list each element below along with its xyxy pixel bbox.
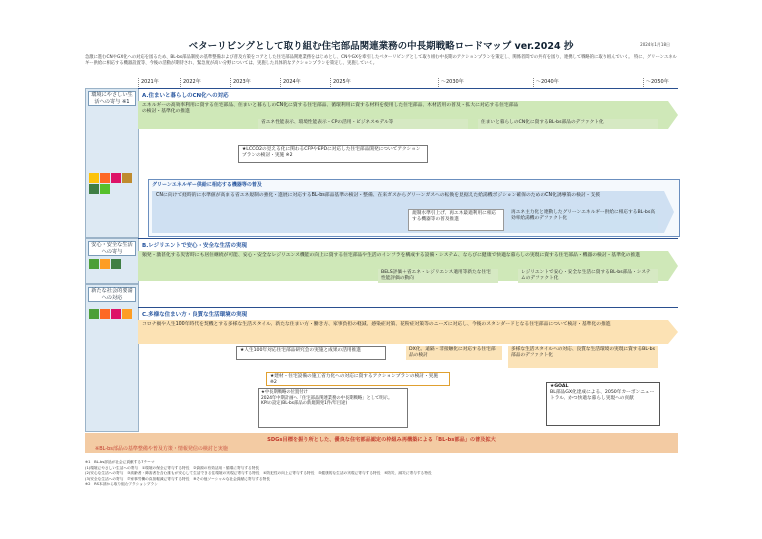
item-box: 再エネ主力化と連動したグリーンエネルギー供給に相応するBL-bs高効率給湯機のデファクト化 (508, 209, 658, 231)
bottom-line-1: SDGs目標を振り所とした、優良な住宅部品認定の枠組み再構築による「BL-bs部品」の普及拡大 (267, 437, 496, 443)
footnote: (2)安心な生活への寄与 ③高齢者・障害者を含む誰もが安心して生活できる住環境の実現に寄与する特長 ④防犯性の向上に寄与する特長 ⑤健康的な生活の実現に寄与する特長 ⑥防災、減災に寄与する特長 (85, 471, 432, 475)
star-box: ★LCCO2の見える化に関わるCFPやEPDに対応した住宅部品開発についてアクションプランの検討・実施 ※2 (238, 145, 428, 163)
item-box: 住まいと暮らしのCN化に資するBL-bs部品のデファクト化 (478, 119, 658, 129)
sdg-icons (89, 173, 135, 194)
sdg-icon (100, 309, 110, 319)
footnote: ※1 BL-bs部品が社会に貢献する7テーマ (85, 460, 155, 464)
arrow-text: CNに向けて経時的に水準値が高まる省エネ規制の強化・進展に対応するBL-bs部品基準の検討・整備、在来ガスからグリーンガスへの転換を見据えた給湯機ポジション確保のためのCN化誘導策の検討・支援 (156, 193, 601, 198)
intro-text: 急激に進むCNやGX化への対応を図るため、BL-bs部品制度の基準整備および普及方策をコアとした住宅部品関連業務をはじめとし、CNやGXを牽引したベターリビングとして取り組む中長期のアクションプランを策定し、関係者間での共有を図り、連携して戦略的に取り組んでいく。 特に、グリーンエネルギー供給に相応する機器設置等、今後の活動が期待され、緊急度が高い分野については、実施した具体的なアクションプランを策定し、実施していく。 (85, 55, 677, 66)
category-label: 新たな社会的要請への対応 (88, 287, 136, 302)
sdg-icon (100, 259, 110, 269)
section-c (138, 307, 678, 432)
left-category-a (85, 88, 139, 238)
sdg-icon (89, 309, 99, 319)
category-label: 安心・安全な生活への寄与 (88, 241, 136, 256)
sdg-icons (89, 309, 135, 319)
year-label: 2025年 (330, 78, 377, 87)
sdg-icon (100, 184, 110, 194)
document-date: 2024年1月18日 (640, 42, 670, 47)
sdg-icon (89, 184, 99, 194)
sdg-icon (122, 309, 132, 319)
goal-box (546, 382, 660, 426)
item-box: 規制水準引上げ、再エネ最適利用に相応する機器等の普及推進 (408, 209, 504, 231)
note-line: 2024年中期計画へ「住宅部品関連業務の中長期戦略」として明示。 (261, 395, 393, 401)
footnote: (1)環境にやさしい生活への寄与 ①環境の保全に寄与する特長 ②資源の有効活用・循環に寄与する特長 (85, 465, 260, 470)
footnote: (3)安全な生活への寄与 ⑦家事労働の負担軽減に寄与する特長 ⑧その他ソーシャルな社会貢献に寄与する特長 (85, 476, 270, 481)
section-heading: B.レジリエントで安心・安全な生活の実現 (142, 243, 248, 249)
year-label: ～2050年 (643, 78, 680, 87)
section-b (138, 238, 678, 283)
item-box: レジリエントで安心・安全な生活に資するBL-bs部品・システムのデファクト化 (518, 269, 658, 283)
sdg-icon (111, 309, 121, 319)
section-a (138, 88, 678, 237)
note-line: KPIの設定(BL-bs部品の新規開発1件/年目途) (261, 401, 348, 407)
item-box: DX化、遠隔・非接触化に対応する住宅部品の検討 (406, 346, 502, 360)
footnotes (85, 460, 685, 488)
sdg-icon (89, 173, 99, 183)
sdg-icon (89, 259, 99, 269)
item-box: 多様な生活スタイルへの対応、良質な生活環境の実現に資するBL-bs部品のデファクト化 (508, 346, 658, 368)
star-box: ★人生100年対応住宅部品研究会の実施と成果の活用推進 (236, 346, 386, 360)
sdg-icon (100, 173, 110, 183)
item-box: BELS評価＋省エネ・レジリエンス適用等新たな住宅性能評価の動向 (378, 269, 498, 283)
item-box: 省エネ性能表示、環境性能表示・CPの活用・ビジネスモデル等 (258, 119, 468, 129)
goal-text: BL部品GX化達成による、2050年カーボンニュートラル、かつ快適な暮らし実現への貢献 (550, 390, 655, 401)
year-label: ～2030年 (438, 78, 485, 87)
year-label: 2024年 (280, 78, 327, 87)
sdg-icon (122, 173, 132, 183)
section-heading: A.住まいと暮らしのCN化への対応 (142, 93, 229, 99)
arrow-text: 頻発・激甚化する災害時にも居住継続が可能、安心・安全なレジリエンス機能の向上に資する住宅部品や生活のインフラを構成する設備・システム、ならびに健康で快適な暮らしの実現に資する住宅部品・機器の検討・基準化の推進 (142, 253, 641, 258)
year-label: ～2040年 (533, 78, 580, 87)
year-label: 2021年 (138, 78, 181, 87)
goal-heading: ★GOAL (550, 384, 569, 389)
page-title: ベターリビングとして取り組む住宅部品関連業務の中長期戦略ロードマップ ver.2024 抄 (188, 41, 574, 52)
bottom-band (85, 433, 678, 453)
note-line: ★中長期戦略の位置付け (261, 390, 308, 395)
arrow-text: エネルギーの高効率利用に資する住宅部品、住まいと暮らしのCN化に資する住宅部品、循環利用に資する材料を使用した住宅部品、木材活用の普及・拡大に対応する住宅部品の検討・基準化の推進 (142, 103, 519, 115)
year-label: 2023年 (230, 78, 277, 87)
star-box: ★建材・住宅設備の施工省力化への対応に資するアクションプランの検討・実施 ※2 (266, 372, 450, 386)
sdg-icon (111, 173, 121, 183)
left-category-b (85, 238, 139, 284)
bottom-line-2: ※BL-bs部品の基準整備や普及方策・情報発信の検討と実施 (95, 446, 228, 452)
section-heading: C.多様な住まい方・良質な生活環境の実現 (142, 312, 248, 318)
sdg-icon (111, 259, 121, 269)
category-label: 環境にやさしい生活への寄与 ※1 (88, 91, 136, 106)
timeline-years (138, 78, 678, 87)
left-category-c (85, 284, 139, 432)
footnote: ※2 RS本部から取り組むアクションプラン (85, 482, 158, 486)
sdg-icons (89, 259, 135, 269)
strategy-note (258, 388, 408, 428)
subsection-heading: グリーンエネルギー供給に相応する機器等の普及 (152, 182, 262, 188)
year-label: 2022年 (180, 78, 227, 87)
arrow-text: コロナ禍や人生100年時代を契機とする多様な生活スタイル、新たな住まい方・働き方、家事負担の軽減、感染症対策、花粉症対策等のニーズに対応し、今後のスタンダードとなる住宅部品について検討・基準化の推進 (142, 322, 611, 327)
